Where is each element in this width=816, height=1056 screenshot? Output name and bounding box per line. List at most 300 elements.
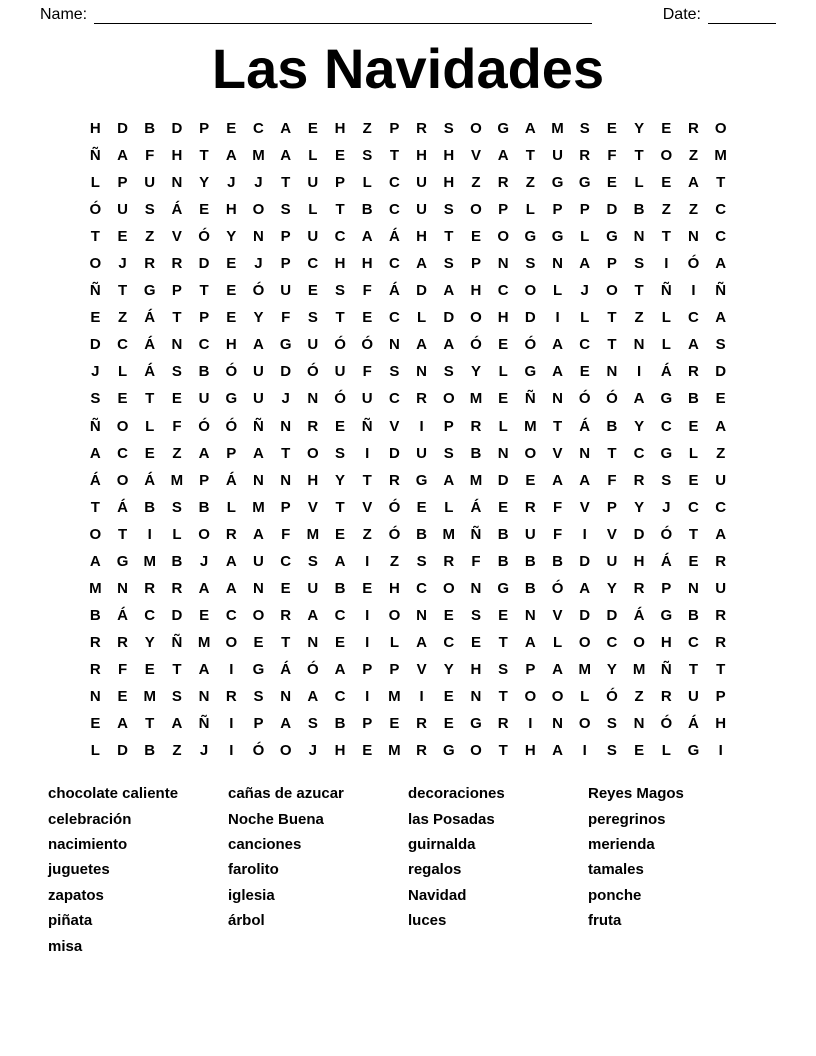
grid-letter: O (252, 201, 265, 219)
grid-letter: E (498, 336, 509, 354)
grid-letter: U (253, 390, 264, 408)
grid-letter: M (469, 471, 483, 489)
grid-letter: L (552, 282, 563, 300)
grid-letter: A (579, 471, 591, 489)
grid-letter: A (416, 633, 428, 651)
grid-letter: E (498, 606, 509, 624)
grid-letter: Ñ (470, 525, 482, 543)
grid-letter: V (579, 498, 590, 516)
grid-letter: T (634, 282, 644, 300)
grid-letter: L (634, 174, 644, 192)
grid-letter: L (172, 525, 182, 543)
grid-letter: S (389, 363, 400, 381)
grid-letter: P (389, 120, 400, 137)
grid-letter: D (171, 120, 183, 137)
grid-letter: O (714, 120, 727, 137)
grid-letter: U (198, 390, 210, 408)
grid-letter: Á (117, 606, 128, 624)
grid-letter: L (226, 498, 236, 516)
grid-letter: B (361, 201, 373, 219)
grid-letter: O (660, 147, 673, 165)
grid-letter: Ó (198, 228, 210, 246)
grid-letter: U (715, 579, 727, 597)
grid-letter: U (361, 390, 373, 408)
grid-letter: Y (470, 363, 481, 381)
word-list-item: luces (408, 912, 447, 930)
grid-letter: C (334, 606, 346, 624)
grid-letter: E (661, 174, 672, 192)
grid-letter: M (524, 417, 537, 435)
grid-letter: B (144, 742, 156, 760)
grid-letter: D (388, 444, 400, 462)
grid-letter: J (254, 174, 263, 192)
grid-letter: U (334, 363, 346, 381)
grid-letter: J (227, 174, 236, 192)
word-list-item: árbol (228, 912, 265, 930)
grid-letter: N (552, 715, 563, 733)
grid-letter: L (308, 201, 318, 219)
grid-letter: N (280, 471, 292, 489)
grid-letter: B (470, 444, 482, 462)
grid-letter: R (579, 147, 591, 165)
grid-letter: I (419, 417, 424, 435)
grid-letter: Ñ (660, 660, 672, 678)
grid-letter: A (307, 687, 319, 705)
grid-letter: G (660, 390, 673, 408)
grid-letter: S (715, 336, 726, 354)
word-list-item: ponche (588, 886, 642, 904)
grid-letter: F (607, 147, 617, 165)
grid-letter: Ó (606, 390, 618, 408)
grid-letter: V (171, 228, 182, 246)
grid-letter: L (525, 201, 535, 219)
grid-letter: B (416, 525, 428, 543)
grid-letter: B (688, 606, 699, 624)
grid-letter: L (308, 147, 318, 165)
grid-letter: G (551, 174, 564, 192)
grid-letter: M (442, 525, 456, 543)
grid-letter: E (307, 120, 318, 137)
grid-letter: S (470, 606, 481, 624)
grid-letter: I (147, 525, 152, 543)
word-list-item: regalos (408, 861, 462, 879)
grid-letter: S (443, 201, 454, 219)
grid-letter: Á (388, 228, 400, 246)
grid-letter: E (470, 228, 481, 246)
grid-letter: D (171, 606, 183, 624)
grid-letter: E (443, 715, 454, 733)
grid-letter: R (497, 174, 509, 192)
grid-letter: B (334, 715, 346, 733)
grid-letter: E (199, 201, 210, 219)
grid-letter: V (389, 417, 400, 435)
grid-letter: Ó (687, 255, 700, 273)
grid-letter: O (116, 417, 129, 435)
grid-letter: L (389, 633, 399, 651)
grid-letter: O (578, 715, 591, 733)
grid-letter: F (145, 147, 155, 165)
grid-letter: O (198, 525, 210, 543)
grid-letter: A (253, 444, 264, 462)
grid-letter: V (470, 147, 481, 165)
grid-letter: T (145, 390, 155, 408)
grid-letter: D (117, 120, 128, 137)
grid-letter: H (497, 309, 509, 327)
grid-letter: A (117, 147, 128, 165)
word-list-column (408, 781, 588, 959)
grid-letter: I (528, 715, 533, 733)
grid-letter: I (718, 742, 723, 760)
grid-letter: Á (225, 471, 237, 489)
grid-letter: E (144, 444, 155, 462)
grid-letter: H (388, 579, 400, 597)
grid-letter: N (198, 687, 210, 705)
grid-letter: N (497, 255, 509, 273)
grid-letter: R (388, 471, 400, 489)
grid-letter: E (579, 363, 590, 381)
grid-letter: T (145, 715, 155, 733)
grid-letter: G (660, 444, 673, 462)
grid-letter: Y (199, 174, 210, 192)
grid-letter: T (335, 309, 345, 327)
grid-letter: E (443, 687, 454, 705)
grid-letter: Ñ (524, 390, 536, 408)
word-list-item: tamales (588, 861, 644, 879)
grid-letter: Ó (660, 715, 673, 733)
grid-letter: H (660, 633, 672, 651)
grid-letter: E (307, 282, 318, 300)
word-list-item: decoraciones (408, 785, 505, 803)
grid-letter: R (225, 687, 237, 705)
grid-letter: G (578, 174, 591, 192)
grid-letter: S (416, 552, 427, 570)
grid-letter: Z (688, 201, 699, 219)
grid-letter: G (252, 660, 265, 678)
grid-letter: T (634, 147, 644, 165)
grid-letter: Z (362, 120, 372, 137)
grid-letter: S (171, 498, 182, 516)
grid-letter: Ó (660, 525, 673, 543)
grid-letter: Ó (606, 687, 618, 705)
word-list-item: Navidad (408, 886, 467, 904)
word-list-item: misa (48, 937, 83, 955)
grid-letter: Ó (225, 363, 238, 381)
grid-letter: A (715, 309, 727, 327)
grid-letter: P (253, 715, 264, 733)
grid-letter: C (334, 687, 346, 705)
grid-letter: Ó (388, 525, 401, 543)
grid-letter: I (637, 363, 642, 381)
grid-letter: Z (634, 309, 644, 327)
grid-letter: Ó (225, 417, 238, 435)
grid-letter: L (117, 363, 128, 381)
grid-letter: B (688, 390, 699, 408)
grid-letter: I (365, 552, 370, 570)
grid-letter: C (198, 336, 210, 354)
grid-letter: A (416, 336, 428, 354)
grid-letter: E (117, 228, 128, 246)
grid-letter: G (279, 336, 292, 354)
grid-letter: C (307, 255, 319, 273)
grid-letter: R (688, 120, 699, 137)
grid-letter: S (443, 363, 454, 381)
word-list-item: las Posadas (408, 810, 495, 828)
grid-letter: A (334, 552, 346, 570)
grid-letter: A (307, 606, 319, 624)
grid-letter: U (416, 174, 428, 192)
grid-letter: O (442, 579, 455, 597)
grid-letter: Á (144, 471, 156, 489)
grid-letter: M (388, 742, 401, 760)
grid-letter: B (606, 417, 618, 435)
grid-letter: U (552, 147, 563, 165)
grid-letter: H (416, 147, 428, 165)
grid-letter: M (469, 390, 483, 408)
grid-letter: E (443, 606, 454, 624)
grid-letter: G (116, 552, 129, 570)
grid-letter: F (281, 309, 291, 327)
grid-letter: N (497, 444, 509, 462)
grid-letter: S (171, 687, 182, 705)
grid-letter: O (524, 444, 537, 462)
grid-letter: N (280, 417, 292, 435)
grid-letter: E (606, 174, 617, 192)
grid-letter: Z (716, 444, 726, 462)
grid-letter: U (253, 363, 264, 381)
grid-letter: Á (117, 498, 128, 516)
grid-letter: Z (471, 174, 481, 192)
grid-letter: E (715, 390, 726, 408)
grid-letter: G (225, 390, 238, 408)
grid-letter: P (389, 660, 400, 678)
grid-letter: Ó (307, 660, 319, 678)
grid-letter: R (633, 579, 645, 597)
grid-letter: O (279, 742, 292, 760)
grid-letter: I (555, 309, 560, 327)
grid-letter: Y (335, 471, 346, 489)
grid-letter: H (334, 742, 346, 760)
name-label: Name: (40, 6, 88, 23)
grid-letter: G (442, 742, 455, 760)
grid-letter: B (144, 120, 156, 137)
grid-letter: P (498, 201, 509, 219)
grid-letter: T (607, 444, 617, 462)
grid-letter: T (498, 742, 508, 760)
grid-letter: P (470, 255, 481, 273)
grid-letter: A (198, 444, 210, 462)
grid-letter: F (117, 660, 128, 678)
grid-letter: E (335, 147, 346, 165)
grid-letter: G (660, 606, 673, 624)
grid-letter: E (335, 633, 346, 651)
grid-letter: Ó (252, 282, 265, 300)
grid-letter: R (660, 687, 672, 705)
grid-letter: D (579, 606, 591, 624)
grid-letter: E (525, 471, 536, 489)
grid-letter: B (524, 579, 536, 597)
grid-letter: Á (660, 552, 672, 570)
grid-letter: B (89, 606, 101, 624)
grid-letter: G (687, 742, 700, 760)
grid-letter: Z (117, 309, 128, 327)
grid-letter: I (664, 255, 669, 273)
grid-letter: E (362, 309, 373, 327)
grid-letter: D (416, 282, 428, 300)
word-search-grid (82, 115, 735, 764)
grid-letter: E (226, 120, 237, 137)
grid-letter: B (334, 579, 346, 597)
grid-letter: E (498, 390, 509, 408)
grid-letter: A (443, 471, 455, 489)
grid-letter: R (171, 255, 183, 273)
grid-letter: J (91, 363, 100, 381)
grid-letter: E (226, 255, 237, 273)
grid-letter: L (661, 309, 671, 327)
grid-letter: C (117, 336, 128, 354)
grid-letter: I (365, 444, 370, 462)
grid-letter: A (552, 471, 563, 489)
grid-letter: I (365, 633, 370, 651)
grid-letter: U (416, 444, 428, 462)
grid-letter: N (416, 606, 428, 624)
grid-letter: E (253, 633, 264, 651)
grid-letter: C (688, 309, 699, 327)
grid-letter: S (443, 120, 454, 137)
grid-letter: Á (280, 660, 292, 678)
grid-letter: S (525, 255, 536, 273)
grid-letter: J (580, 282, 589, 300)
grid-letter: Ó (252, 742, 265, 760)
grid-letter: N (470, 579, 482, 597)
grid-letter: J (199, 552, 209, 570)
word-list-column (228, 781, 408, 959)
grid-letter: Ó (334, 390, 346, 408)
grid-letter: A (198, 660, 210, 678)
word-list (48, 781, 816, 959)
grid-letter: A (253, 336, 264, 354)
grid-letter: O (470, 309, 482, 327)
grid-letter: O (606, 282, 618, 300)
grid-letter: G (470, 715, 482, 733)
grid-letter: Ó (361, 336, 374, 354)
grid-letter: O (252, 606, 265, 624)
grid-letter: Ñ (198, 715, 210, 733)
grid-letter: I (229, 742, 234, 760)
grid-letter: H (361, 255, 373, 273)
grid-letter: A (524, 633, 536, 651)
grid-letter: I (365, 606, 370, 624)
grid-letter: T (117, 282, 128, 300)
grid-letter: O (388, 606, 401, 624)
grid-letter: E (688, 471, 699, 489)
grid-letter: E (226, 282, 237, 300)
grid-letter: D (198, 255, 210, 273)
grid-letter: T (607, 336, 617, 354)
word-list-column (48, 781, 228, 959)
grid-letter: Y (606, 660, 617, 678)
grid-letter: R (117, 633, 128, 651)
grid-letter: R (416, 390, 428, 408)
grid-letter: R (416, 742, 428, 760)
grid-letter: G (551, 228, 564, 246)
grid-letter: S (307, 309, 318, 327)
grid-letter: S (579, 120, 590, 137)
grid-letter: C (334, 228, 346, 246)
grid-letter: Y (634, 417, 645, 435)
grid-letter: T (389, 147, 399, 165)
grid-letter: A (688, 336, 699, 354)
grid-letter: S (661, 471, 672, 489)
grid-letter: O (307, 444, 319, 462)
grid-letter: A (280, 147, 292, 165)
grid-letter: P (199, 120, 210, 137)
grid-letter: E (470, 633, 481, 651)
grid-letter: I (691, 282, 696, 300)
grid-letter: Á (144, 363, 156, 381)
grid-letter: B (198, 498, 210, 516)
grid-letter: Ó (89, 201, 102, 219)
grid-letter: B (497, 525, 509, 543)
word-list-item: piñata (48, 912, 93, 930)
grid-letter: R (307, 417, 319, 435)
grid-letter: C (715, 228, 727, 246)
grid-letter: F (281, 525, 291, 543)
grid-letter: U (307, 579, 319, 597)
grid-letter: M (143, 687, 156, 705)
grid-letter: L (90, 742, 100, 760)
grid-letter: L (580, 228, 590, 246)
grid-letter: L (90, 174, 100, 192)
grid-letter: D (606, 201, 618, 219)
grid-letter: M (388, 687, 401, 705)
grid-letter: T (362, 471, 372, 489)
grid-letter: E (498, 498, 509, 516)
grid-letter: P (280, 228, 291, 246)
grid-letter: C (280, 552, 292, 570)
grid-letter: E (416, 498, 427, 516)
grid-letter: N (307, 633, 319, 651)
grid-letter: Ñ (89, 417, 101, 435)
grid-letter: R (715, 633, 727, 651)
grid-letter: J (662, 498, 671, 516)
grid-letter: P (715, 687, 726, 705)
grid-letter: P (579, 201, 590, 219)
grid-letter: T (716, 174, 726, 192)
grid-letter: N (688, 228, 699, 246)
grid-letter: P (199, 309, 210, 327)
grid-letter: D (117, 742, 128, 760)
grid-letter: E (688, 552, 699, 570)
grid-letter: O (89, 525, 102, 543)
grid-letter: Z (145, 228, 155, 246)
word-list-item: Reyes Magos (588, 785, 684, 803)
grid-letter: R (144, 579, 156, 597)
grid-letter: Y (253, 309, 264, 327)
grid-letter: G (497, 120, 509, 137)
grid-letter: D (715, 363, 727, 381)
grid-letter: A (225, 147, 237, 165)
grid-letter: Z (389, 552, 399, 570)
date-label: Date: (662, 6, 701, 23)
grid-letter: A (715, 417, 727, 435)
grid-letter: Ó (524, 336, 537, 354)
grid-letter: L (444, 498, 454, 516)
grid-letter: N (633, 336, 645, 354)
grid-letter: Á (470, 498, 482, 516)
grid-letter: E (90, 715, 101, 733)
grid-letter: J (281, 390, 290, 408)
grid-letter: E (226, 309, 237, 327)
